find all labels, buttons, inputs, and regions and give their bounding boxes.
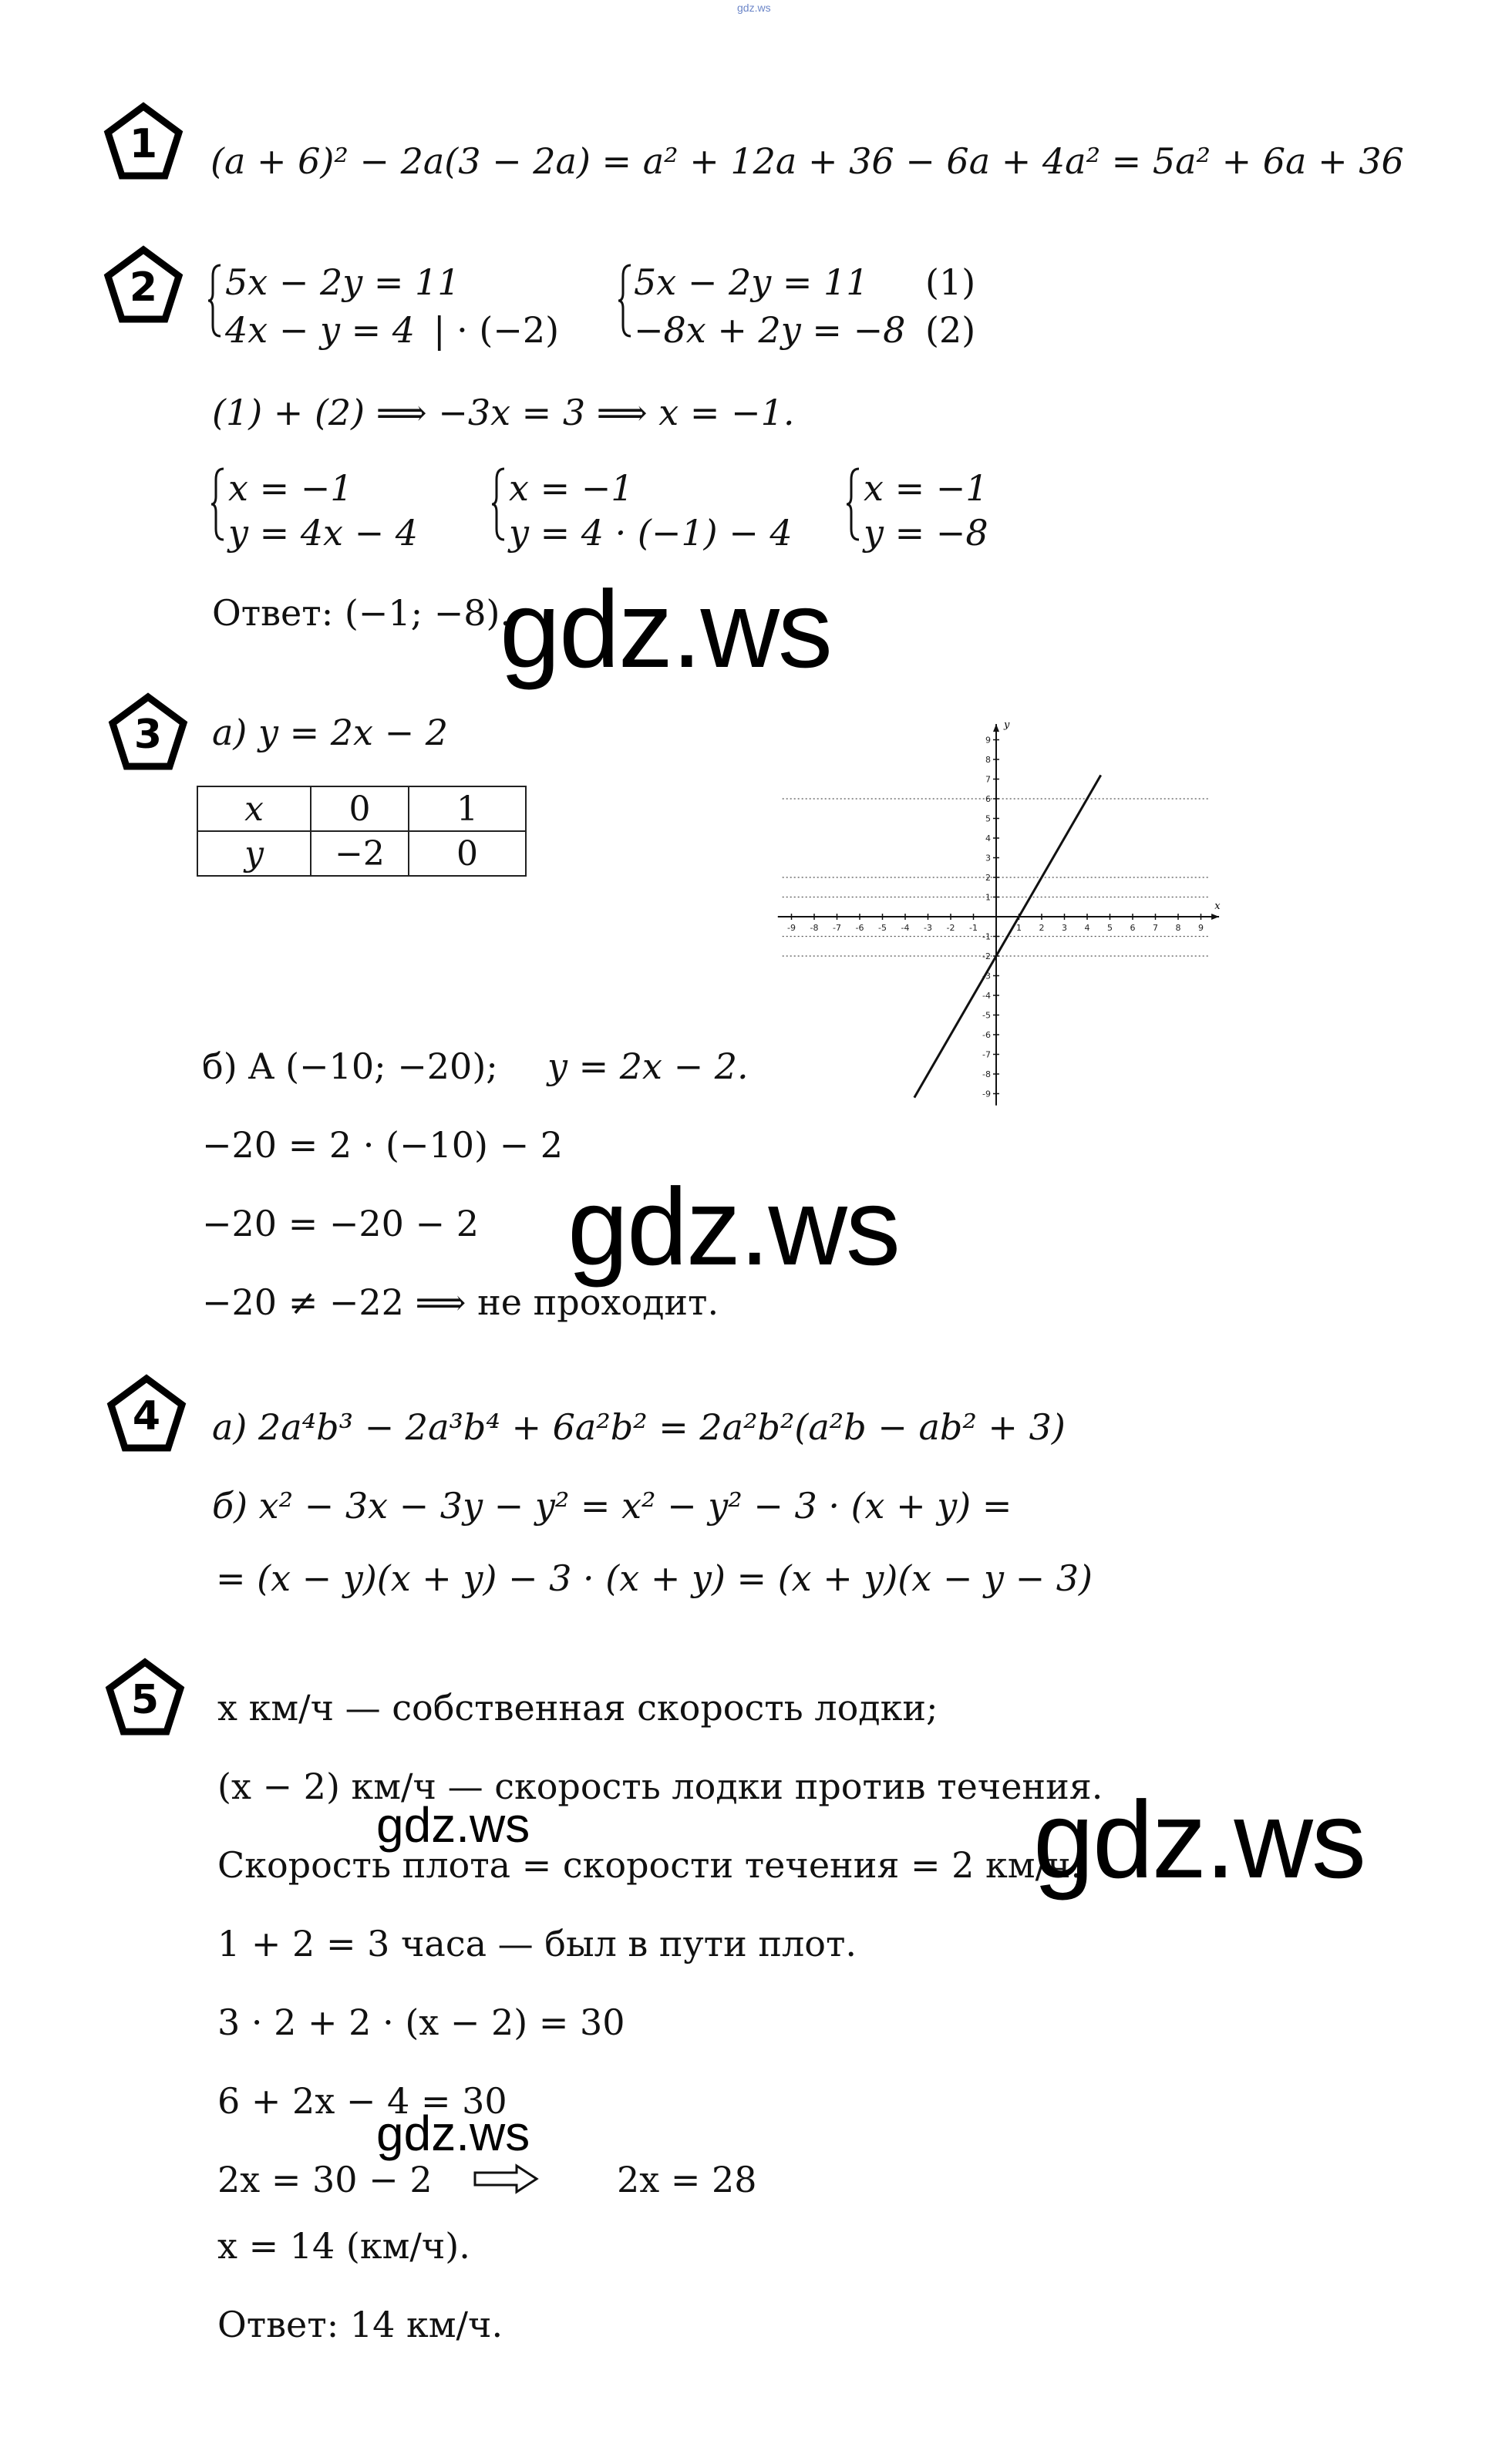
y-tick-label: -5 [982, 1010, 991, 1021]
x-tick-label: -2 [946, 923, 955, 933]
task-5-line-2: (x − 2) км/ч — скорость лодки против течения. [217, 1766, 1103, 1807]
watermark-3: gdz.ws [376, 1797, 530, 1853]
task-4-number-badge [106, 1374, 187, 1454]
x-tick-label: -8 [810, 923, 819, 933]
task-5-result: x = 14 (км/ч). [217, 2225, 470, 2267]
x-tick-label: 3 [1062, 923, 1067, 933]
task-3-number-badge [108, 692, 188, 773]
watermark-4: gdz.ws [1033, 1779, 1365, 1901]
task-5-answer: Ответ: 14 км/ч. [217, 2304, 503, 2345]
table-cell: 0 [409, 831, 526, 876]
task-3b-point: б) A (−10; −20); [202, 1045, 498, 1087]
y-tick-label: -8 [982, 1069, 991, 1079]
y-tick-label: 3 [985, 853, 991, 864]
y-tick-label: 1 [985, 892, 991, 903]
task-3b-check-1: −20 = 2 · (−10) − 2 [202, 1124, 564, 1166]
system-2-brace [617, 262, 634, 339]
system-5-line-1: x = −1 [864, 467, 988, 509]
system-3-brace [210, 466, 227, 543]
table-cell: 1 [409, 786, 526, 831]
system-5-brace [845, 466, 862, 543]
system-3-line-1: x = −1 [228, 467, 353, 509]
top-watermark: gdz.ws [737, 2, 771, 14]
watermark-5: gdz.ws [376, 2106, 530, 2161]
system-4-line-1: x = −1 [509, 467, 634, 509]
y-tick-label: -9 [982, 1089, 991, 1099]
x-tick-label: -1 [969, 923, 978, 933]
system-4-line-2: y = 4 · (−1) − 4 [509, 512, 793, 554]
table-cell: 0 [311, 786, 409, 831]
task-5-number-badge [105, 1658, 185, 1738]
task-3b-check-2: −20 = −20 − 2 [202, 1203, 479, 1244]
table-cell: y [197, 831, 311, 876]
x-tick-label: 5 [1107, 923, 1113, 933]
y-tick-label: -6 [982, 1030, 991, 1040]
equation-label-1: (1) [925, 261, 976, 303]
svg-text:4: 4 [132, 1393, 161, 1439]
task-5-line-7: 2x = 30 − 2 [217, 2159, 433, 2200]
task-5-line-1: x км/ч — собственная скорость лодки; [217, 1687, 938, 1729]
y-tick-label: -4 [982, 991, 991, 1001]
y-axis-arrow-icon [993, 724, 999, 732]
task-3a-function: а) y = 2x − 2 [212, 712, 449, 753]
x-tick-label: 9 [1198, 923, 1204, 933]
table-cell: −2 [311, 831, 409, 876]
task-4a-equation: а) 2a⁴b³ − 2a³b⁴ + 6a²b² = 2a²b²(a²b − ab² + 3) [212, 1406, 1066, 1448]
task-4b-equation: б) x² − 3x − 3y − y² = x² − y² − 3 · (x + y) = [212, 1485, 1012, 1527]
task-3b-function: y = 2x − 2. [547, 1045, 749, 1087]
svg-text:5: 5 [130, 1677, 160, 1723]
x-tick-label: -4 [901, 923, 910, 933]
task-5-line-6: 6 + 2x − 4 = 30 [217, 2080, 507, 2122]
x-tick-label: 6 [1130, 923, 1136, 933]
system-3-line-2: y = 4x − 4 [228, 512, 419, 554]
task-5-line-5: 3 · 2 + 2 · (x − 2) = 30 [217, 2002, 625, 2043]
system-4-brace [490, 466, 507, 543]
y-tick-label: 9 [985, 735, 991, 746]
x-tick-label: -7 [833, 923, 841, 933]
value-table [197, 786, 527, 877]
x-tick-label: -3 [924, 923, 932, 933]
y-tick-label: 2 [985, 873, 991, 883]
task-5-line-4: 1 + 2 = 3 часа — был в пути плот. [217, 1923, 857, 1965]
y-tick-label: -3 [982, 971, 991, 981]
x-tick-label: 4 [1084, 923, 1090, 933]
watermark-2: gdz.ws [567, 1166, 899, 1288]
svg-text:1: 1 [129, 121, 158, 167]
system-1-line-2: 4x − y = 4 [225, 309, 416, 351]
x-tick-label: -9 [787, 923, 796, 933]
equation-label-2: (2) [925, 309, 976, 351]
system-1-brace [207, 262, 224, 339]
svg-text:2: 2 [129, 264, 158, 311]
x-axis-arrow-icon [1211, 914, 1219, 920]
table-cell: x [197, 786, 311, 831]
watermark-1: gdz.ws [500, 568, 831, 691]
system-2-line-1: 5x − 2y = 11 [634, 261, 869, 303]
y-tick-label: 4 [985, 833, 991, 843]
y-tick-label: -2 [982, 951, 991, 961]
task-2-number-badge [103, 245, 184, 325]
x-tick-label: -6 [855, 923, 864, 933]
x-tick-label: 1 [1016, 923, 1022, 933]
sum-equations-line: (1) + (2) ⟹ −3x = 3 ⟹ x = −1. [212, 392, 795, 433]
y-tick-label: 5 [985, 813, 991, 824]
x-tick-label: -5 [878, 923, 887, 933]
y-tick-label: -7 [982, 1049, 991, 1060]
task-5-line-3: Скорость плота = скорости течения = 2 км/ч. [217, 1844, 1083, 1886]
x-tick-label: 2 [1039, 923, 1045, 933]
x-tick-label: 7 [1153, 923, 1158, 933]
system-5-line-2: y = −8 [864, 512, 988, 554]
system-1-line-1: 5x − 2y = 11 [225, 261, 460, 303]
x-tick-label: 8 [1175, 923, 1181, 933]
svg-text:3: 3 [133, 712, 163, 758]
y-tick-label: 8 [985, 755, 991, 765]
task-1-equation: (a + 6)² − 2a(3 − 2a) = a² + 12a + 36 − 6a + 4a² = 5a² + 6a + 36 [210, 140, 1404, 182]
task-4b-continuation: = (x − y)(x + y) − 3 · (x + y) = (x + y)(x − y − 3) [216, 1557, 1093, 1599]
task-2-answer: Ответ: (−1; −8). [212, 592, 512, 634]
x-axis-label: x [1214, 901, 1221, 912]
y-axis-label: y [1004, 719, 1010, 732]
system-2-line-2: −8x + 2y = −8 [634, 309, 906, 351]
function-graph [748, 717, 1226, 1118]
implies-arrow-icon [472, 2163, 541, 2194]
task-5-line-8: 2x = 28 [617, 2159, 757, 2200]
y-tick-label: 7 [985, 774, 991, 785]
task-1-number-badge [103, 102, 184, 182]
y-tick-label: -1 [982, 931, 991, 942]
system-1-multiplier: | · (−2) [433, 309, 560, 351]
y-tick-label: 6 [985, 794, 991, 804]
task-3b-conclusion: −20 ≠ −22 ⟹ не проходит. [202, 1281, 719, 1323]
